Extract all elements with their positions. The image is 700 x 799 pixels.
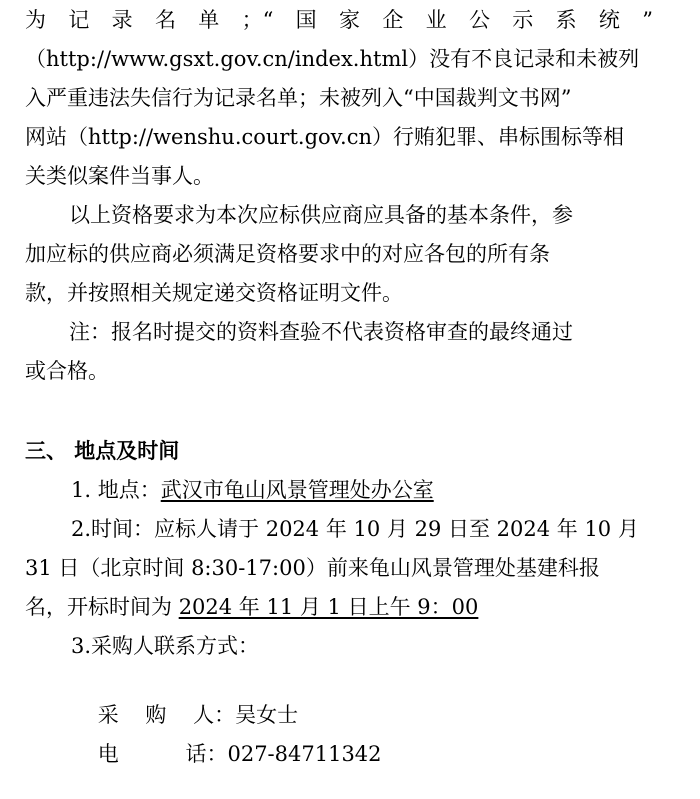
qualification-line-5: 关类似案件当事人。 [25,164,214,188]
section-heading-location-time: 三、 地点及时间 [25,439,180,463]
qualification-line-1: 为记录名单；“国家企业公示系统” [25,8,653,32]
note-line-1: 注：报名时提交的资料查验不代表资格审查的最终通过 [69,320,573,344]
purchaser-item [71,670,299,727]
opening-time-value: 2024 年 11 月 1 日上午 9：00 [178,595,479,619]
basic-conditions-line-2: 加应标的供应商必须满足资格要求中的对应各包的所有条 [25,242,550,266]
time-line-3 [25,592,478,622]
purchaser-label: 采 购 人： [97,703,236,727]
phone-label: 电 话： [97,742,228,766]
phone-value: 027-84711342 [227,742,382,766]
qualification-line-3: 入严重违法失信行为记录名单；未被列入“中国裁判文书网” [25,86,572,110]
note-line-2: 或合格。 [25,359,109,383]
contact-title: 3.采购人联系方式： [71,634,260,658]
basic-conditions-line-1: 以上资格要求为本次应标供应商应具备的基本条件，参 [69,203,573,227]
time-line-1: 2.时间：应标人请于 2024 年 10 月 29 日至 2024 年 10 月 [71,517,639,541]
location-label: 1. 地点： [71,478,161,502]
time-line-2: 31 日（北京时间 8:30-17:00）前来龟山风景管理处基建科报 [25,556,600,580]
location-value: 武汉市龟山风景管理处办公室 [160,478,434,502]
basic-conditions-line-3: 款，并按照相关规定递交资格证明文件。 [25,281,403,305]
phone-item [71,709,382,766]
opening-time-label: 名，开标时间为 [25,595,179,619]
qualification-line-4: 网站（http://wenshu.court.gov.cn）行贿犯罪、串标围标等相 [25,125,625,149]
qualification-line-2: （http://www.gsxt.gov.cn/index.html）没有不良记录和未被列 [25,47,640,71]
location-item [71,475,434,505]
purchaser-value: 吴女士 [235,703,299,727]
